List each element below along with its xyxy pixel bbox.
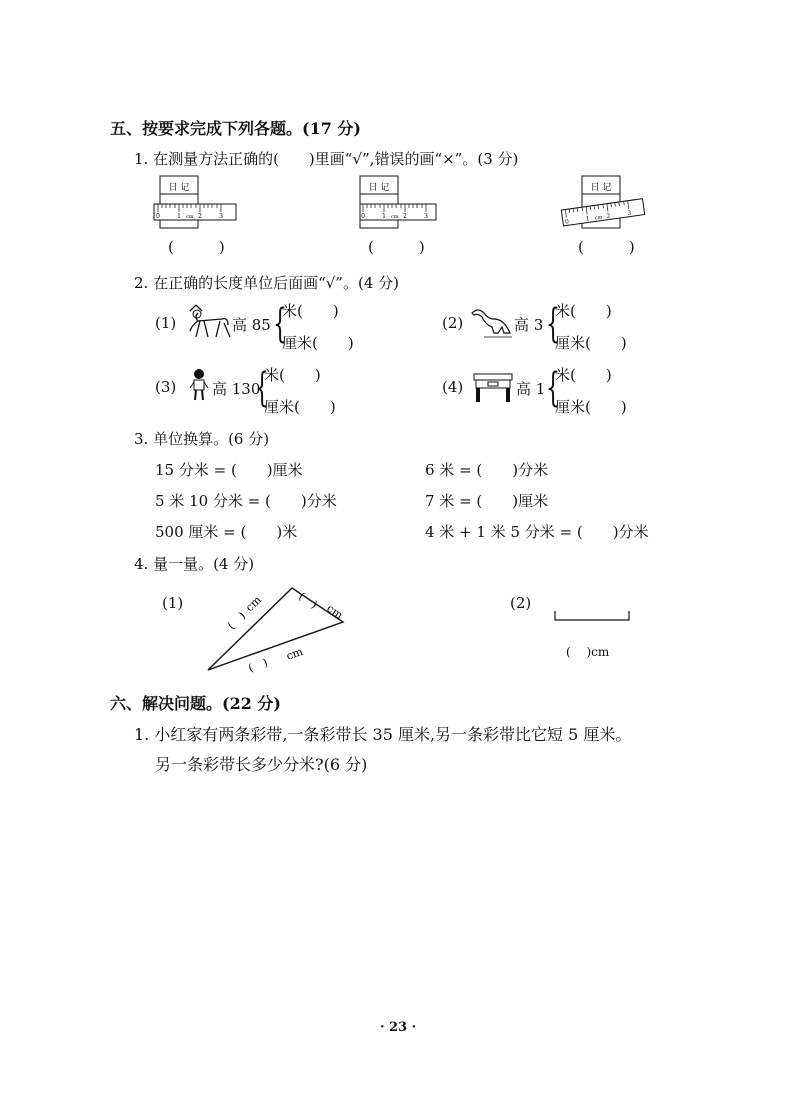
q4-label1: (1) <box>162 594 184 612</box>
triangle-figure <box>200 580 360 680</box>
s6-q1-line1: 1. 小红家有两条彩带,一条彩带长 35 厘米,另一条彩带比它短 5 厘米。 <box>134 725 632 744</box>
svg-text:2: 2 <box>403 213 407 220</box>
brace-4: { <box>546 365 560 411</box>
svg-text:1: 1 <box>177 213 181 220</box>
svg-text:1: 1 <box>382 213 386 220</box>
q2-item3-opt2[interactable]: 厘米( ) <box>264 398 336 416</box>
section5-title: 五、按要求完成下列各题。(17 分) <box>110 119 361 138</box>
svg-text:( ): ( ) <box>246 655 270 675</box>
q2-item2-opt2[interactable]: 厘米( ) <box>555 334 627 352</box>
svg-text:( ): ( ) <box>296 589 320 612</box>
svg-text:1: 1 <box>585 215 591 223</box>
q3-item3[interactable]: 5 米 10 分米 = ( )分米 <box>155 492 337 510</box>
q3-item1[interactable]: 15 分米 = ( )厘米 <box>155 461 303 479</box>
dinosaur-icon <box>470 303 514 343</box>
svg-text:cm: cm <box>324 601 346 622</box>
q4-prompt: 4. 量一量。(4 分) <box>134 555 255 573</box>
q4-label2: (2) <box>510 594 532 612</box>
desk-icon <box>472 370 514 404</box>
svg-text:0: 0 <box>564 218 570 226</box>
q3-item6[interactable]: 4 米 + 1 米 5 分米 = ( )分米 <box>425 523 649 541</box>
q4-answer2[interactable]: ( )cm <box>566 645 610 659</box>
svg-text:0: 0 <box>361 213 365 220</box>
ruler-figure-2 <box>350 174 440 234</box>
q2-item3-num: (3) <box>155 378 177 396</box>
q2-item1-opt2[interactable]: 厘米( ) <box>282 334 354 352</box>
q2-item1-desc: 高 85 <box>232 316 271 334</box>
q2-item4-opt1[interactable]: 米( ) <box>555 366 612 384</box>
q2-item4-desc: 高 1 <box>516 380 546 398</box>
svg-text:3: 3 <box>627 209 632 217</box>
svg-text:cm: cm <box>284 644 305 663</box>
section6-title: 六、解决问题。(22 分) <box>110 694 281 713</box>
svg-text:cm: cm <box>186 214 194 220</box>
q1-prompt: 1. 在测量方法正确的( )里画“√”,错误的画“×”。(3 分) <box>134 150 519 168</box>
brace-3: { <box>255 365 269 411</box>
diary-label-2: 日 记 <box>368 183 390 193</box>
diary-label-3: 日 记 <box>590 183 612 193</box>
s6-q1-line2: 另一条彩带长多少分米?(6 分) <box>155 755 368 774</box>
svg-text:cm: cm <box>594 214 603 222</box>
answer-paren-2[interactable]: ( ) <box>368 238 425 256</box>
answer-paren-1[interactable]: ( ) <box>168 238 225 256</box>
q2-item3-opt1[interactable]: 米( ) <box>264 366 321 384</box>
ruler-figure-3 <box>560 174 655 234</box>
svg-text:cm: cm <box>391 214 399 220</box>
q2-item4-opt2[interactable]: 厘米( ) <box>555 398 627 416</box>
brace-2: { <box>546 301 560 347</box>
line-segment <box>554 610 630 624</box>
goat-icon <box>186 303 232 343</box>
svg-text:2: 2 <box>606 212 611 220</box>
svg-text:0: 0 <box>156 213 160 220</box>
q3-item5[interactable]: 500 厘米 = ( )米 <box>155 523 298 541</box>
answer-paren-3[interactable]: ( ) <box>578 238 635 256</box>
diary-label-1: 日 记 <box>168 183 190 193</box>
page-number: · 23 · <box>380 1020 417 1035</box>
brace-1: { <box>273 301 287 347</box>
q2-item2-desc: 高 3 <box>514 316 544 334</box>
q2-prompt: 2. 在正确的长度单位后面画“√”。(4 分) <box>134 274 399 292</box>
ruler-figure-1 <box>150 174 240 234</box>
svg-text:3: 3 <box>219 213 223 220</box>
q2-item4-num: (4) <box>442 378 464 396</box>
q3-prompt: 3. 单位换算。(6 分) <box>134 430 270 448</box>
svg-text:2: 2 <box>198 213 202 220</box>
q2-item2-opt1[interactable]: 米( ) <box>555 302 612 320</box>
q2-item3-desc: 高 130 <box>212 380 261 398</box>
q2-item2-num: (2) <box>442 314 464 332</box>
q3-item4[interactable]: 7 米 = ( )厘米 <box>425 492 549 510</box>
q2-item1-num: (1) <box>155 314 177 332</box>
svg-text:cm: cm <box>243 593 265 615</box>
svg-text:( ): ( ) <box>225 609 249 633</box>
q3-item2[interactable]: 6 米 = ( )分米 <box>425 461 549 479</box>
q2-item1-opt1[interactable]: 米( ) <box>282 302 339 320</box>
svg-text:3: 3 <box>424 213 428 220</box>
child-icon <box>188 368 210 404</box>
